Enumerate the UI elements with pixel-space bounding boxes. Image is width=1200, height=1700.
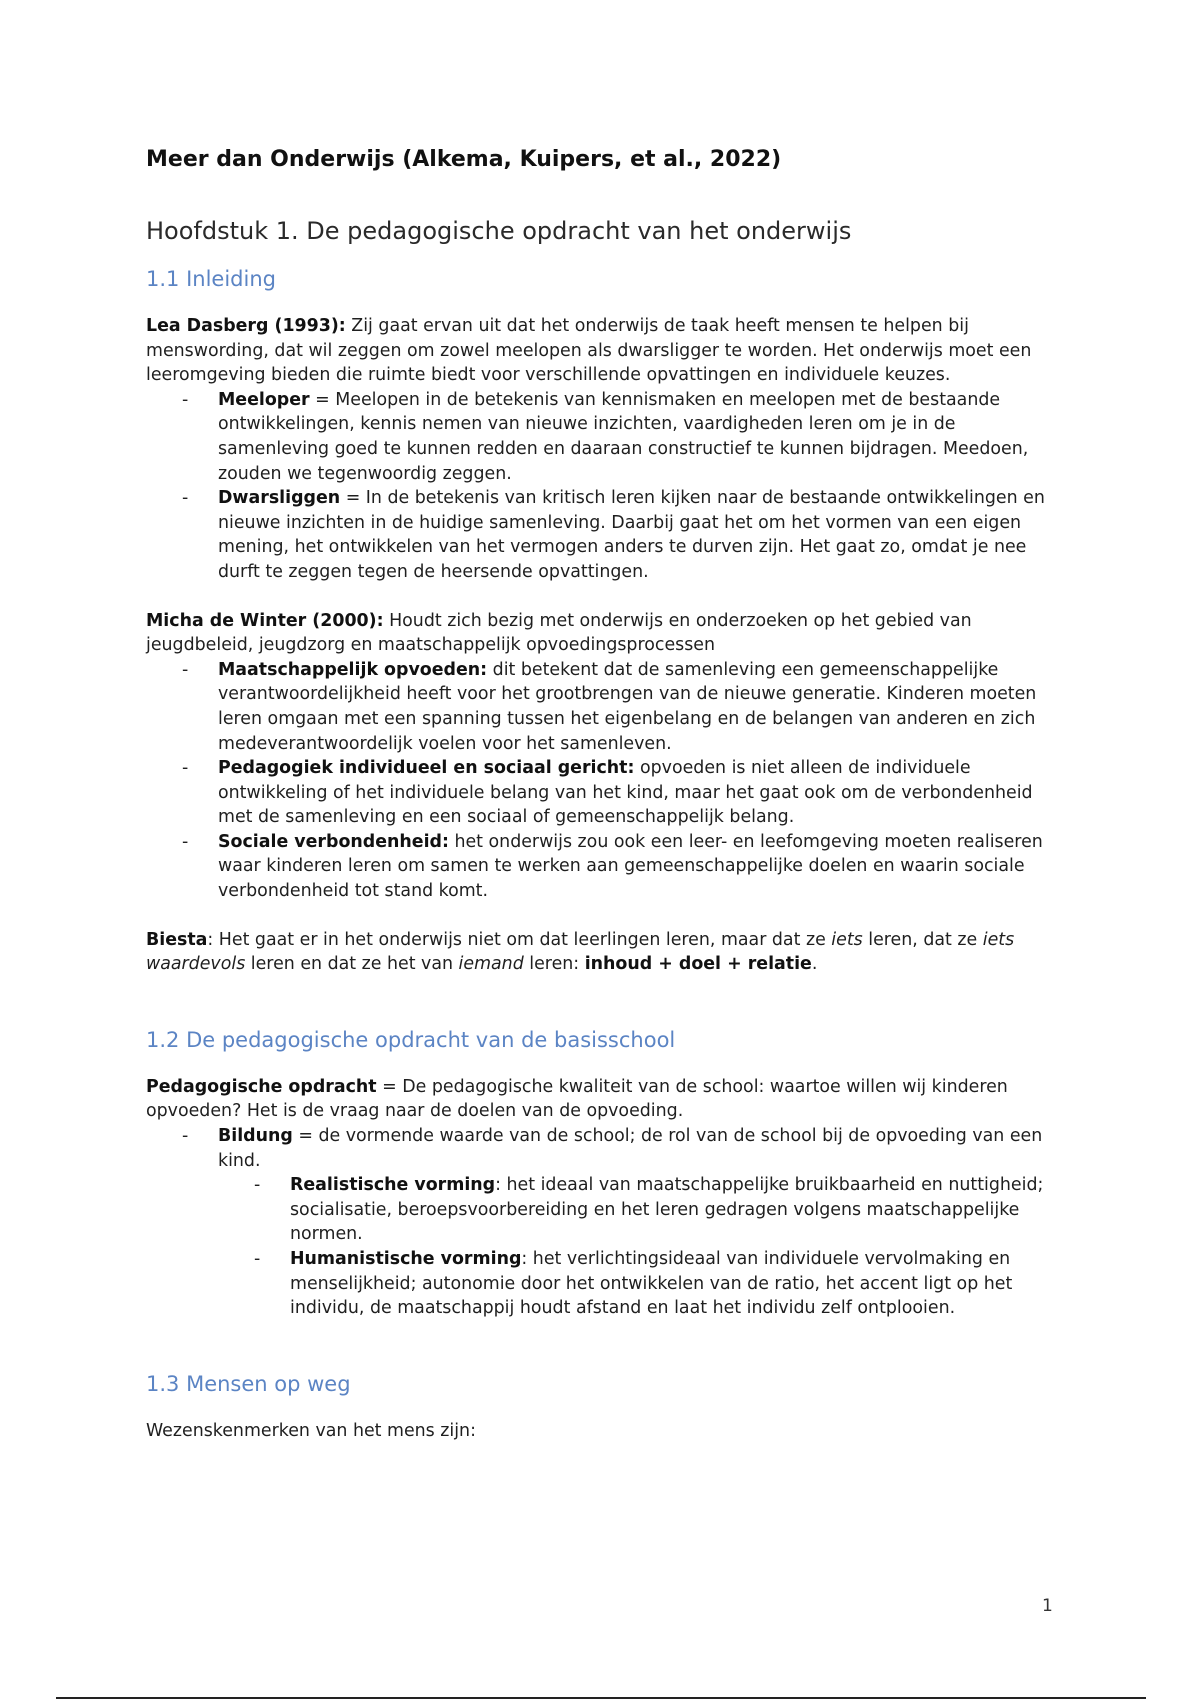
pedagogische-opdracht-text: = De pedagogische kwaliteit van de school: waartoe willen wij kinderen opvoeden? Het is de vraag naar de doelen van de opvoeding. [146, 1076, 1008, 1122]
list-item-text: = Meelopen in de betekenis van kennismaken en meelopen met de bestaande ontwikkelingen, kennis nemen van nieuwe inzichten, vaardigheden leren om je in de samenleving goed te kunnen redden en daaraan constructief te kunnen bijdragen. Meedoen, zouden we tegenwoordig zeggen. [218, 389, 1029, 484]
list-item [146, 486, 1066, 584]
list-item-term: Sociale verbondenheid: [218, 831, 449, 852]
section-heading-1-3: 1.3 Mensen op weg [146, 1371, 351, 1396]
dewinter-entry [146, 609, 1066, 904]
page-number: 1 [1042, 1596, 1053, 1616]
dewinter-text: Houdt zich bezig met onderwijs en onderzoeken op het gebied van jeugdbeleid, jeugdzorg en maatschappelijk opvoedingsprocessen [146, 610, 972, 656]
list-item-term: Meeloper [218, 389, 310, 410]
dasberg-entry [146, 314, 1066, 585]
bildung-list [146, 1124, 1066, 1321]
pedagogische-opdracht-paragraph [146, 1075, 1066, 1124]
dasberg-term: Lea Dasberg (1993): [146, 316, 346, 336]
biesta-text: : Het gaat er in het onderwijs niet om dat leerlingen leren, maar dat ze [207, 929, 832, 950]
document-title: Meer dan Onderwijs (Alkema, Kuipers, et al., 2022) [146, 147, 782, 172]
list-item [146, 658, 1066, 756]
list-item-text: : het ideaal van maatschappelijke bruikbaarheid en nuttigheid; socialisatie, beroepsvoorbereiding en het leren gedragen volgens maatschappelijke normen. [290, 1175, 1044, 1245]
biesta-emphasis: iets waardevols [146, 929, 1015, 975]
list-item [146, 830, 1066, 904]
section-heading-1-1: 1.1 Inleiding [146, 267, 276, 291]
list-item-text: opvoeden is niet alleen de individuele ontwikkeling of het individuele belang van het kind, maar het gaat ook om de verbondenheid met de samenleving en een sociaal of gemeenschappelijk belang. [218, 758, 1033, 828]
list-item-text: dit betekent dat de samenleving een gemeenschappelijke verantwoordelijkheid heeft voor het grootbrengen van de nieuwe generatie. Kinderen moeten leren omgaan met een spanning tussen het eigenbelang en de belangen van anderen en zich medeverantwoordelijk voelen voor het samenleven. [218, 659, 1037, 754]
vorming-list [218, 1173, 1066, 1321]
dewinter-list [146, 658, 1066, 904]
list-item-term: Realistische vorming [290, 1175, 496, 1196]
list-item-term: Pedagogiek individueel en sociaal gericht: [218, 758, 635, 779]
list-item-term: Humanistische vorming [290, 1249, 522, 1269]
list-item-term: Dwarsliggen [218, 488, 341, 509]
section-heading-1-2: 1.2 De pedagogische opdracht van de basisschool [146, 1027, 676, 1052]
footer-divider [56, 1697, 1146, 1699]
biesta-text: leren, dat ze [862, 929, 983, 950]
biesta-text: leren en dat ze het van [245, 954, 459, 975]
biesta-formula: inhoud + doel + relatie [584, 954, 812, 975]
list-item [146, 756, 1066, 830]
dasberg-paragraph [146, 314, 1066, 388]
chapter-heading: Hoofdstuk 1. De pedagogische opdracht van het onderwijs [146, 217, 852, 245]
biesta-term: Biesta [146, 929, 208, 950]
bildung-text: = de vormende waarde van de school; de rol van de school bij de opvoeding van een kind. [218, 1126, 1043, 1171]
biesta-emphasis: iemand [458, 954, 524, 975]
biesta-text: . [811, 954, 818, 975]
dewinter-paragraph [146, 609, 1066, 658]
list-item-term: Maatschappelijk opvoeden: [218, 659, 488, 680]
dasberg-text: Zij gaat ervan uit dat het onderwijs de taak heeft mensen te helpen bij menswording, dat wil zeggen om zowel meelopen als dwarsligger te worden. Het onderwijs moet een leeromgeving bieden die ruimte biedt voor verschillende opvattingen en individuele keuzes. [146, 316, 1032, 386]
list-item [218, 1173, 1066, 1247]
page-content [146, 140, 1066, 1443]
biesta-emphasis: iets [831, 929, 863, 950]
pedagogische-opdracht-term: Pedagogische opdracht [146, 1076, 377, 1097]
list-item [146, 1124, 1066, 1321]
dasberg-list [146, 388, 1066, 585]
list-item-text: = In de betekenis van kritisch leren kijken naar de bestaande ontwikkelingen en nieuwe inzichten in de huidige samenleving. Daarbij gaat het om het vormen van een eigen mening, het ontwikkelen van het vermogen anders te durven zijn. Het gaat zo, omdat je nee durft te zeggen tegen de heersende opvattingen. [218, 488, 1045, 582]
list-item [218, 1247, 1066, 1321]
dewinter-term: Micha de Winter (2000): [146, 610, 384, 631]
list-item-text: het onderwijs zou ook een leer- en leefomgeving moeten realiseren waar kinderen leren om samen te werken aan gemeenschappelijke doelen en waarin sociale verbondenheid tot stand komt. [218, 831, 1043, 902]
wezenskenmerken-paragraph: Wezenskenmerken van het mens zijn: [146, 1420, 476, 1441]
list-item [146, 388, 1066, 486]
biesta-paragraph [146, 928, 1066, 977]
biesta-text: leren: [523, 954, 585, 975]
bildung-term: Bildung [218, 1126, 293, 1147]
list-item-text: : het verlichtingsideaal van individuele vervolmaking en menselijkheid; autonomie door het ontwikkelen van de ratio, het accent ligt op het individu, de maatschappij houdt afstand en laat het individu zelf ontplooien. [290, 1249, 1013, 1319]
